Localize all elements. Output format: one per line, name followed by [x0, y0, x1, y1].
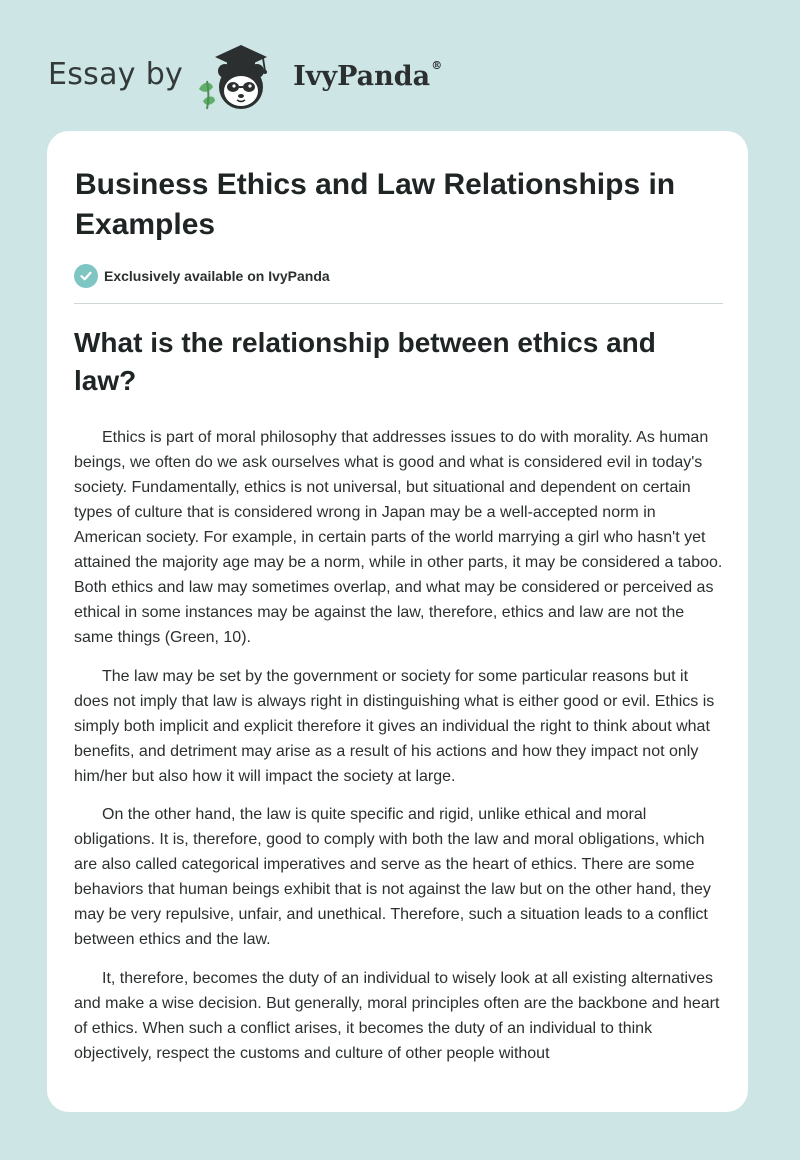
- brand-name[interactable]: IvyPanda®: [293, 58, 443, 92]
- article-card: [47, 131, 748, 1112]
- article-body: [74, 425, 724, 1079]
- paragraph: Ethics is part of moral philosophy that addresses issues to do with morality. As human beings, we often do we ask ourselves what is good and what is considered evil in today's society. Fundamentally, ethics is not universal, but situational and dependent on certain types of culture that is considered wrong in Japan may be a well-accepted norm in American society. For example, in certain parts of the world marrying a girl who hasn't yet attained the majority age may be a norm, while in other parts, it may be considered a taboo. Both ethics and law may sometimes overlap, and what may be considered or perceived as ethical in some instances may be against the law, therefore, ethics and law are not the same things (Green, 10).: [74, 429, 723, 646]
- check-circle-icon: [74, 264, 98, 288]
- essay-by-label: Essay by: [48, 56, 184, 92]
- section-heading: What is the relationship between ethics and law?: [74, 327, 656, 396]
- divider: [74, 303, 723, 304]
- site-header: [48, 34, 442, 114]
- registered-mark: ®: [431, 58, 443, 72]
- exclusive-badge: [74, 264, 330, 288]
- article-title: Business Ethics and Law Relationships in Examples: [75, 168, 676, 241]
- paragraph: It, therefore, becomes the duty of an individual to wisely look at all existing alternatives and make a wise decision. But generally, moral principles often are the backbone and heart of ethics. When such a conflict arises, it becomes the duty of an individual to think objectively, respect the customs and culture of other people without: [74, 969, 720, 1062]
- exclusive-badge-label: Exclusively available on IvyPanda: [104, 268, 330, 284]
- paragraph: The law may be set by the government or society for some particular reasons but it does not imply that law is always right in distinguishing what is either good or evil. Ethics is simply both implicit and explicit therefore it gives an individual the right to think about what benefits, and detriment may arise as a result of his actions and how they impact not only him/her but also how it will impact the society at large.: [74, 667, 715, 785]
- paragraph: On the other hand, the law is quite specific and rigid, unlike ethical and moral obligations. It is, therefore, good to comply with both the law and moral obligations, which are also called categorical imperatives and serve as the heart of ethics. There are some behaviors that human beings exhibit that is not against the law but on the other hand, they may be very repulsive, unfair, and unethical. Therefore, such a situation leads to a conflict between ethics and the law.: [74, 806, 711, 948]
- ivypanda-logo-icon[interactable]: [193, 35, 289, 113]
